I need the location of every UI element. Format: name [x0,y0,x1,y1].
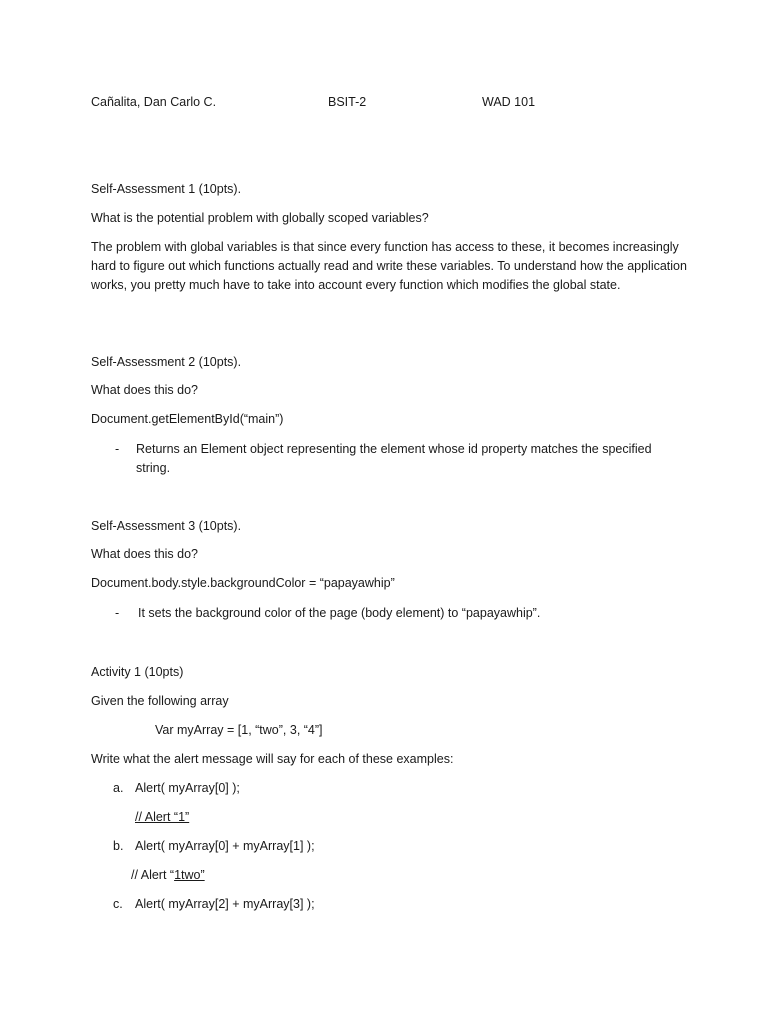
sa2-bullet: - [115,442,120,456]
item-c-code: Alert( myArray[2] + myArray[3] ); [135,897,315,911]
sa1-answer: The problem with global variables is that since every function has access to these, it becomes increasingly hard to figure out which functions actually read and write these variables. To understand how the application works, you pretty much have to take into account every function which modifies the global state. [91,240,687,292]
item-b-code: Alert( myArray[0] + myArray[1] ); [135,839,315,853]
sa3-bullet: - [115,606,120,620]
sa2-answer: Returns an Element object representing the element whose id property matches the specified string. [136,442,652,475]
item-b-answer-value: 1two [174,868,201,882]
item-b-marker: b. [113,839,124,853]
item-a-code: Alert( myArray[0] ); [135,781,240,795]
item-c-marker: c. [113,897,123,911]
sa3-code: Document.body.style.backgroundColor = “papayawhip” [91,576,395,590]
item-b-answer [131,866,205,885]
course-label: BSIT-2 [328,95,367,109]
item-a-answer: // Alert “1” [135,810,190,824]
sa2-title: Self-Assessment 2 (10pts). [91,355,242,369]
sa3-title: Self-Assessment 3 (10pts). [91,519,242,533]
sa1-question: What is the potential problem with globally scoped variables? [91,211,429,225]
activity1-title: Activity 1 (10pts) [91,665,184,679]
sa3-answer: It sets the background color of the page (body element) to “papayawhip”. [138,606,541,620]
sa1-title: Self-Assessment 1 (10pts). [91,182,242,196]
student-name: Cañalita, Dan Carlo C. [91,95,217,109]
sa2-code: Document.getElementById(“main”) [91,412,284,426]
item-a-marker: a. [113,781,124,795]
activity1-instruction: Write what the alert message will say for each of these examples: [91,752,454,766]
activity1-array: Var myArray = [1, “two”, 3, “4”] [155,723,323,737]
sa3-question: What does this do? [91,547,199,561]
item-b-answer-prefix: // Alert “ [131,868,175,882]
sa2-question: What does this do? [91,383,199,397]
item-b-answer-suffix: ” [200,868,205,882]
subject-label: WAD 101 [482,95,536,109]
activity1-given: Given the following array [91,694,229,708]
